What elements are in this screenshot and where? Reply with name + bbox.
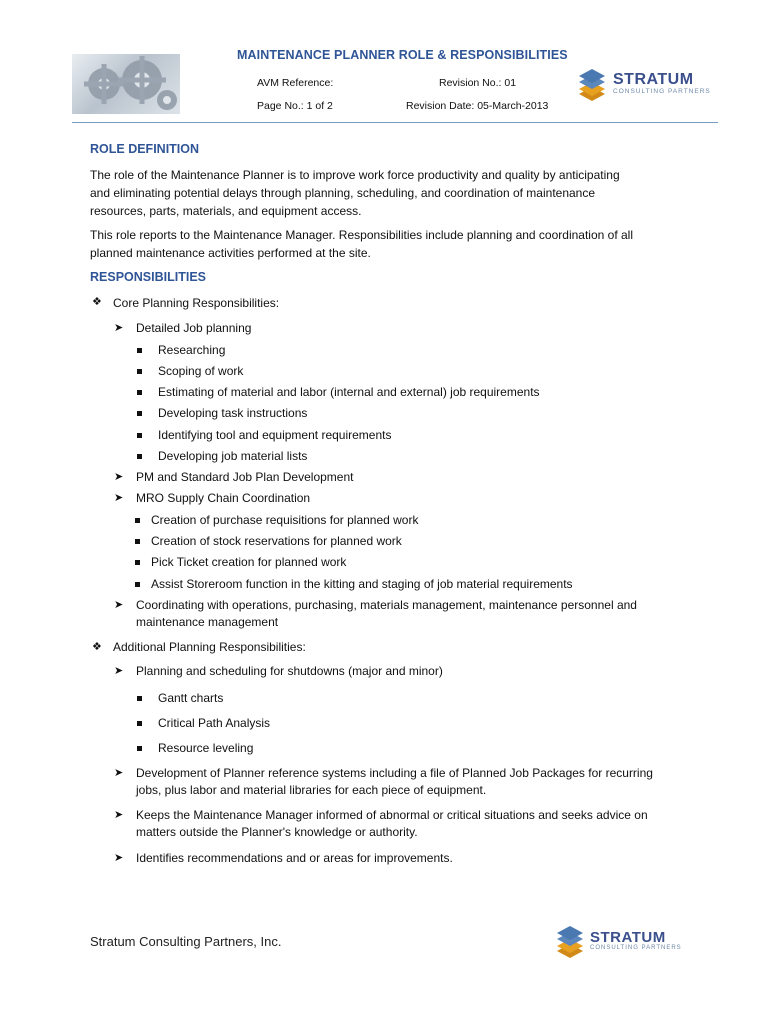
square-bullet-icon bbox=[137, 696, 142, 701]
logo-tagline: CONSULTING PARTNERS bbox=[590, 944, 682, 951]
paragraph-line: and eliminating potential delays through planning, scheduling, and coordination of maintenance bbox=[90, 186, 596, 200]
item-line: maintenance management bbox=[136, 615, 279, 629]
square-bullet-icon bbox=[137, 746, 142, 751]
arrow-bullet-icon: ➤ bbox=[114, 809, 124, 821]
document-title: MAINTENANCE PLANNER ROLE & RESPONSIBILITIES bbox=[237, 48, 568, 62]
page-number: Page No.: 1 of 2 bbox=[257, 100, 333, 112]
header-divider bbox=[72, 122, 718, 123]
core-planning-label: Core Planning Responsibilities: bbox=[113, 296, 280, 310]
list-item: Scoping of work bbox=[158, 364, 244, 378]
revision-date: Revision Date: 05-March-2013 bbox=[406, 100, 549, 112]
pm-standard-job-plan: PM and Standard Job Plan Development bbox=[136, 470, 354, 484]
role-definition-paragraph-2 bbox=[90, 226, 690, 262]
avm-reference: AVM Reference: bbox=[257, 77, 334, 89]
square-bullet-icon bbox=[137, 433, 142, 438]
item-line: Development of Planner reference systems including a file of Planned Job Packages for recurring bbox=[136, 766, 653, 780]
paragraph-line: resources, parts, materials, and equipment access. bbox=[90, 204, 362, 218]
arrow-bullet-icon: ➤ bbox=[114, 767, 124, 779]
list-item: Developing job material lists bbox=[158, 449, 308, 463]
square-bullet-icon bbox=[135, 560, 140, 565]
item-line: Coordinating with operations, purchasing, materials management, maintenance personnel and bbox=[136, 598, 637, 612]
keeps-manager-informed-item bbox=[136, 807, 648, 841]
development-item bbox=[136, 765, 653, 799]
list-item: Assist Storeroom function in the kitting and staging of job material requirements bbox=[151, 577, 573, 591]
role-definition-paragraph-1 bbox=[90, 166, 690, 220]
revision-number: Revision No.: 01 bbox=[439, 77, 517, 89]
list-item: Estimating of material and labor (internal and external) job requirements bbox=[158, 385, 540, 399]
paragraph-line: The role of the Maintenance Planner is to improve work force productivity and quality by anticipating bbox=[90, 168, 620, 182]
square-bullet-icon bbox=[135, 539, 140, 544]
responsibilities-heading: RESPONSIBILITIES bbox=[90, 270, 206, 284]
diamond-bullet-icon: ❖ bbox=[92, 641, 102, 653]
list-item: Creation of stock reservations for planned work bbox=[151, 534, 402, 548]
mro-supply-chain: MRO Supply Chain Coordination bbox=[136, 491, 311, 505]
item-line: matters outside the Planner's knowledge or authority. bbox=[136, 825, 418, 839]
gears-icon bbox=[72, 54, 180, 114]
item-line: Keeps the Maintenance Manager informed of abnormal or critical situations and seeks advice on bbox=[136, 808, 648, 822]
stacked-layers-icon bbox=[575, 64, 609, 102]
list-item: Creation of purchase requisitions for planned work bbox=[151, 513, 419, 527]
footer-company-name: Stratum Consulting Partners, Inc. bbox=[90, 934, 282, 949]
arrow-bullet-icon: ➤ bbox=[114, 492, 124, 504]
arrow-bullet-icon: ➤ bbox=[114, 471, 124, 483]
list-item: Resource leveling bbox=[158, 741, 254, 755]
list-item: Researching bbox=[158, 343, 226, 357]
list-item: Developing task instructions bbox=[158, 406, 308, 420]
square-bullet-icon bbox=[135, 582, 140, 587]
square-bullet-icon bbox=[137, 369, 142, 374]
arrow-bullet-icon: ➤ bbox=[114, 322, 124, 334]
square-bullet-icon bbox=[137, 454, 142, 459]
arrow-bullet-icon: ➤ bbox=[114, 665, 124, 677]
paragraph-line: This role reports to the Maintenance Manager. Responsibilities include planning and coordination of all bbox=[90, 228, 633, 242]
detailed-job-planning: Detailed Job planning bbox=[136, 321, 252, 335]
square-bullet-icon bbox=[137, 721, 142, 726]
arrow-bullet-icon: ➤ bbox=[114, 852, 124, 864]
shutdown-planning: Planning and scheduling for shutdowns (major and minor) bbox=[136, 664, 443, 678]
gears-header-image bbox=[72, 54, 180, 114]
item-line: jobs, plus labor and material libraries for each piece of equipment. bbox=[136, 783, 487, 797]
stacked-layers-icon bbox=[553, 920, 587, 960]
square-bullet-icon bbox=[135, 518, 140, 523]
square-bullet-icon bbox=[137, 348, 142, 353]
square-bullet-icon bbox=[137, 390, 142, 395]
coordinating-item bbox=[136, 597, 637, 631]
role-definition-heading: ROLE DEFINITION bbox=[90, 142, 200, 156]
diamond-bullet-icon: ❖ bbox=[92, 296, 102, 308]
stratum-logo-footer bbox=[553, 920, 682, 960]
list-item: Pick Ticket creation for planned work bbox=[151, 555, 347, 569]
paragraph-line: planned maintenance activities performed at the site. bbox=[90, 246, 371, 260]
list-item: Critical Path Analysis bbox=[158, 716, 271, 730]
logo-wordmark: STRATUM bbox=[613, 70, 694, 88]
arrow-bullet-icon: ➤ bbox=[114, 599, 124, 611]
list-item: Gantt charts bbox=[158, 691, 224, 705]
identifies-recommendations-item: Identifies recommendations and or areas for improvements. bbox=[136, 851, 453, 865]
logo-wordmark: STRATUM bbox=[590, 928, 666, 946]
additional-planning-label: Additional Planning Responsibilities: bbox=[113, 640, 306, 654]
stratum-logo-header bbox=[575, 64, 711, 102]
logo-tagline: CONSULTING PARTNERS bbox=[613, 87, 711, 95]
list-item: Identifying tool and equipment requirements bbox=[158, 428, 392, 442]
square-bullet-icon bbox=[137, 411, 142, 416]
